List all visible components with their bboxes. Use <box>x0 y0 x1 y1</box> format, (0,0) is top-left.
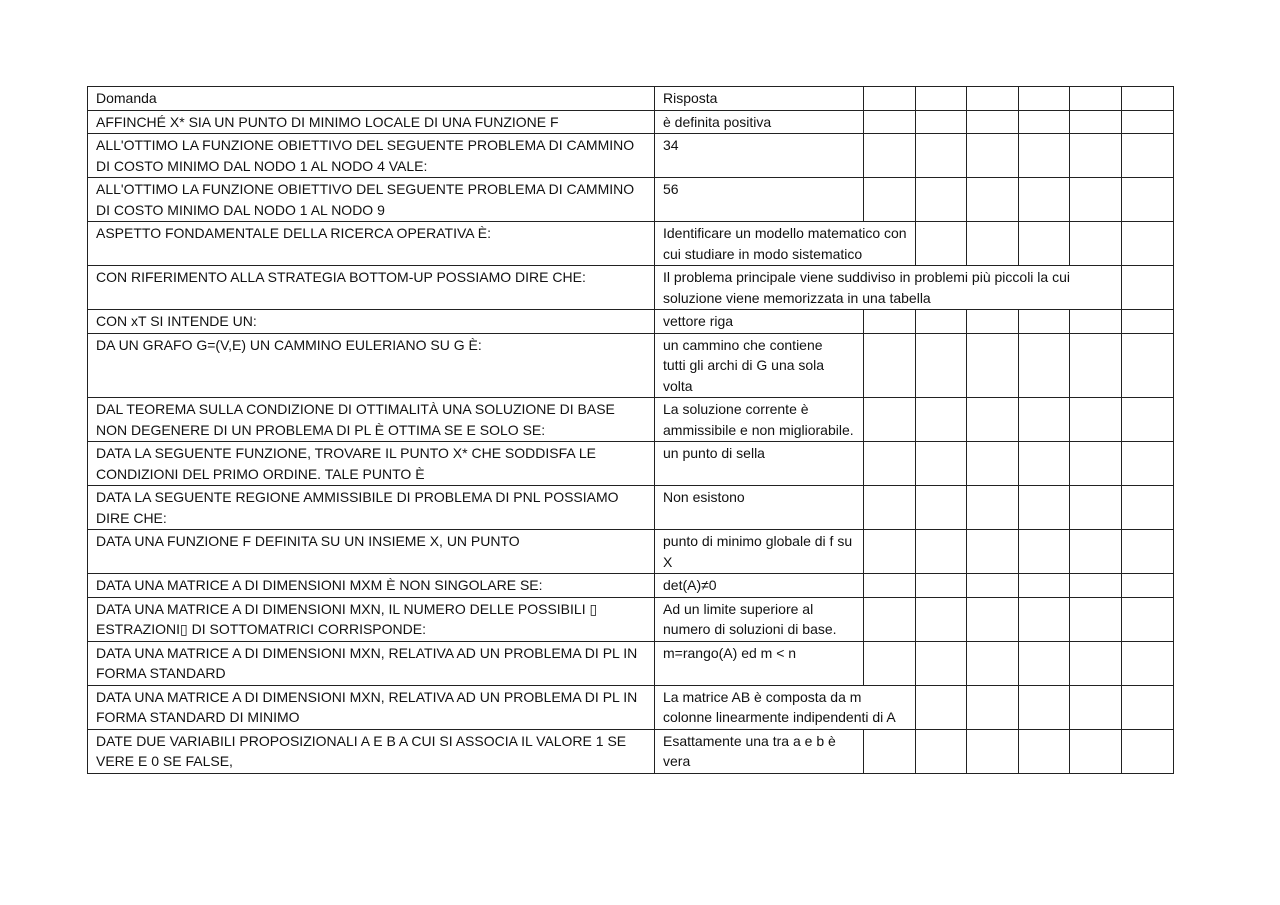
answer-cell: vettore riga <box>655 310 864 334</box>
empty-cell <box>1070 87 1122 111</box>
answer-cell: Esattamente una tra a e b è vera <box>655 729 864 773</box>
empty-cell <box>915 178 967 222</box>
empty-cell <box>1121 597 1173 641</box>
question-cell: DATA LA SEGUENTE REGIONE AMMISSIBILE DI PROBLEMA DI PNL POSSIAMO DIRE CHE: <box>88 486 655 530</box>
empty-cell <box>1018 729 1070 773</box>
empty-cell <box>1121 178 1173 222</box>
empty-cell <box>1121 486 1173 530</box>
header-question: Domanda <box>88 87 655 111</box>
empty-cell <box>967 87 1019 111</box>
empty-cell <box>864 641 916 685</box>
table-row <box>88 266 1174 310</box>
question-cell: DATA UNA FUNZIONE F DEFINITA SU UN INSIEME X, UN PUNTO <box>88 530 655 574</box>
empty-cell <box>1121 333 1173 398</box>
empty-cell <box>915 530 967 574</box>
empty-cell <box>1070 134 1122 178</box>
empty-cell <box>864 310 916 334</box>
empty-cell <box>967 486 1019 530</box>
table-row <box>88 222 1174 266</box>
question-cell: DA UN GRAFO G=(V,E) UN CAMMINO EULERIANO SU G È: <box>88 333 655 398</box>
table-row <box>88 685 1174 729</box>
empty-cell <box>915 442 967 486</box>
answer-cell: 34 <box>655 134 864 178</box>
empty-cell <box>1121 641 1173 685</box>
empty-cell <box>1070 178 1122 222</box>
empty-cell <box>864 486 916 530</box>
answer-cell: La soluzione corrente è ammissibile e non migliorabile. <box>655 398 864 442</box>
empty-cell <box>967 134 1019 178</box>
empty-cell <box>915 574 967 598</box>
empty-cell <box>1018 134 1070 178</box>
empty-cell <box>864 597 916 641</box>
empty-cell <box>1018 442 1070 486</box>
empty-cell <box>967 110 1019 134</box>
empty-cell <box>1018 110 1070 134</box>
empty-cell <box>915 87 967 111</box>
empty-cell <box>1121 685 1173 729</box>
empty-cell <box>1121 110 1173 134</box>
empty-cell <box>1121 266 1173 310</box>
empty-cell <box>1070 729 1122 773</box>
answer-cell: Identificare un modello matematico con cui studiare in modo sistematico <box>655 222 916 266</box>
table-row <box>88 398 1174 442</box>
question-cell: DATA UNA MATRICE A DI DIMENSIONI MXN, RELATIVA AD UN PROBLEMA DI PL IN FORMA STANDARD DI MINIMO <box>88 685 655 729</box>
answer-cell: è definita positiva <box>655 110 864 134</box>
question-cell: DATA LA SEGUENTE FUNZIONE, TROVARE IL PUNTO X* CHE SODDISFA LE CONDIZIONI DEL PRIMO ORDINE. TALE PUNTO È <box>88 442 655 486</box>
empty-cell <box>864 530 916 574</box>
empty-cell <box>1070 442 1122 486</box>
empty-cell <box>1121 134 1173 178</box>
empty-cell <box>967 729 1019 773</box>
empty-cell <box>1121 87 1173 111</box>
question-cell: ALL'OTTIMO LA FUNZIONE OBIETTIVO DEL SEGUENTE PROBLEMA DI CAMMINO DI COSTO MINIMO DAL NODO 1 AL NODO 9 <box>88 178 655 222</box>
empty-cell <box>967 442 1019 486</box>
empty-cell <box>1018 685 1070 729</box>
empty-cell <box>1018 486 1070 530</box>
empty-cell <box>967 530 1019 574</box>
empty-cell <box>864 178 916 222</box>
empty-cell <box>864 134 916 178</box>
empty-cell <box>915 597 967 641</box>
empty-cell <box>1121 398 1173 442</box>
header-answer: Risposta <box>655 87 864 111</box>
empty-cell <box>915 486 967 530</box>
answer-cell: La matrice AB è composta da m colonne linearmente indipendenti di A <box>655 685 916 729</box>
question-cell: DATE DUE VARIABILI PROPOSIZIONALI A E B A CUI SI ASSOCIA IL VALORE 1 SE VERE E 0 SE FALSE, <box>88 729 655 773</box>
question-cell: ALL'OTTIMO LA FUNZIONE OBIETTIVO DEL SEGUENTE PROBLEMA DI CAMMINO DI COSTO MINIMO DAL NODO 1 AL NODO 4 VALE: <box>88 134 655 178</box>
table-row <box>88 597 1174 641</box>
empty-cell <box>915 134 967 178</box>
empty-cell <box>864 398 916 442</box>
empty-cell <box>1018 310 1070 334</box>
empty-cell <box>915 310 967 334</box>
empty-cell <box>1070 641 1122 685</box>
empty-cell <box>915 222 967 266</box>
table-header-row <box>88 87 1174 111</box>
empty-cell <box>1121 442 1173 486</box>
question-cell: AFFINCHÉ X* SIA UN PUNTO DI MINIMO LOCALE DI UNA FUNZIONE F <box>88 110 655 134</box>
empty-cell <box>1018 178 1070 222</box>
question-cell: DATA UNA MATRICE A DI DIMENSIONI MXN, IL NUMERO DELLE POSSIBILI ▯ ESTRAZIONI▯ DI SOTTOMATRICI CORRISPONDE: <box>88 597 655 641</box>
empty-cell <box>915 729 967 773</box>
table-row <box>88 641 1174 685</box>
empty-cell <box>1121 310 1173 334</box>
empty-cell <box>1018 641 1070 685</box>
answer-cell: m=rango(A) ed m < n <box>655 641 864 685</box>
table-row <box>88 134 1174 178</box>
empty-cell <box>915 398 967 442</box>
table-row <box>88 310 1174 334</box>
empty-cell <box>1018 530 1070 574</box>
table-row <box>88 729 1174 773</box>
empty-cell <box>864 442 916 486</box>
empty-cell <box>864 333 916 398</box>
table-row <box>88 333 1174 398</box>
empty-cell <box>1070 398 1122 442</box>
empty-cell <box>967 310 1019 334</box>
empty-cell <box>967 685 1019 729</box>
empty-cell <box>967 574 1019 598</box>
empty-cell <box>1070 310 1122 334</box>
empty-cell <box>1018 574 1070 598</box>
qa-table <box>87 86 1174 774</box>
empty-cell <box>864 87 916 111</box>
empty-cell <box>1121 574 1173 598</box>
empty-cell <box>967 641 1019 685</box>
empty-cell <box>967 178 1019 222</box>
answer-cell: det(A)≠0 <box>655 574 864 598</box>
empty-cell <box>1070 574 1122 598</box>
answer-cell: Ad un limite superiore al numero di soluzioni di base. <box>655 597 864 641</box>
answer-cell: un cammino che contiene tutti gli archi di G una sola volta <box>655 333 864 398</box>
empty-cell <box>864 110 916 134</box>
table-row <box>88 486 1174 530</box>
question-cell: DAL TEOREMA SULLA CONDIZIONE DI OTTIMALITÀ UNA SOLUZIONE DI BASE NON DEGENERE DI UN PROBLEMA DI PL È OTTIMA SE E SOLO SE: <box>88 398 655 442</box>
empty-cell <box>1018 398 1070 442</box>
question-cell: ASPETTO FONDAMENTALE DELLA RICERCA OPERATIVA È: <box>88 222 655 266</box>
empty-cell <box>915 333 967 398</box>
empty-cell <box>1070 486 1122 530</box>
table-row <box>88 442 1174 486</box>
empty-cell <box>1070 333 1122 398</box>
question-cell: CON RIFERIMENTO ALLA STRATEGIA BOTTOM-UP POSSIAMO DIRE CHE: <box>88 266 655 310</box>
empty-cell <box>1121 729 1173 773</box>
table-row <box>88 178 1174 222</box>
answer-cell: Il problema principale viene suddiviso in problemi più piccoli la cui soluzione viene memorizzata in una tabella <box>655 266 1122 310</box>
empty-cell <box>1070 530 1122 574</box>
empty-cell <box>1018 333 1070 398</box>
table-row <box>88 530 1174 574</box>
question-cell: DATA UNA MATRICE A DI DIMENSIONI MXM È NON SINGOLARE SE: <box>88 574 655 598</box>
empty-cell <box>1121 222 1173 266</box>
empty-cell <box>915 641 967 685</box>
answer-cell: un punto di sella <box>655 442 864 486</box>
answer-cell: punto di minimo globale di f su X <box>655 530 864 574</box>
question-cell: DATA UNA MATRICE A DI DIMENSIONI MXN, RELATIVA AD UN PROBLEMA DI PL IN FORMA STANDARD <box>88 641 655 685</box>
answer-cell: Non esistono <box>655 486 864 530</box>
empty-cell <box>1070 685 1122 729</box>
empty-cell <box>1121 530 1173 574</box>
question-cell: CON xT SI INTENDE UN: <box>88 310 655 334</box>
empty-cell <box>1070 597 1122 641</box>
empty-cell <box>915 110 967 134</box>
answer-cell: 56 <box>655 178 864 222</box>
empty-cell <box>967 333 1019 398</box>
table-row <box>88 574 1174 598</box>
empty-cell <box>1018 87 1070 111</box>
empty-cell <box>864 729 916 773</box>
empty-cell <box>967 597 1019 641</box>
empty-cell <box>915 685 967 729</box>
empty-cell <box>1018 597 1070 641</box>
empty-cell <box>967 398 1019 442</box>
empty-cell <box>967 222 1019 266</box>
empty-cell <box>864 574 916 598</box>
empty-cell <box>1070 110 1122 134</box>
empty-cell <box>1018 222 1070 266</box>
empty-cell <box>1070 222 1122 266</box>
table-row <box>88 110 1174 134</box>
